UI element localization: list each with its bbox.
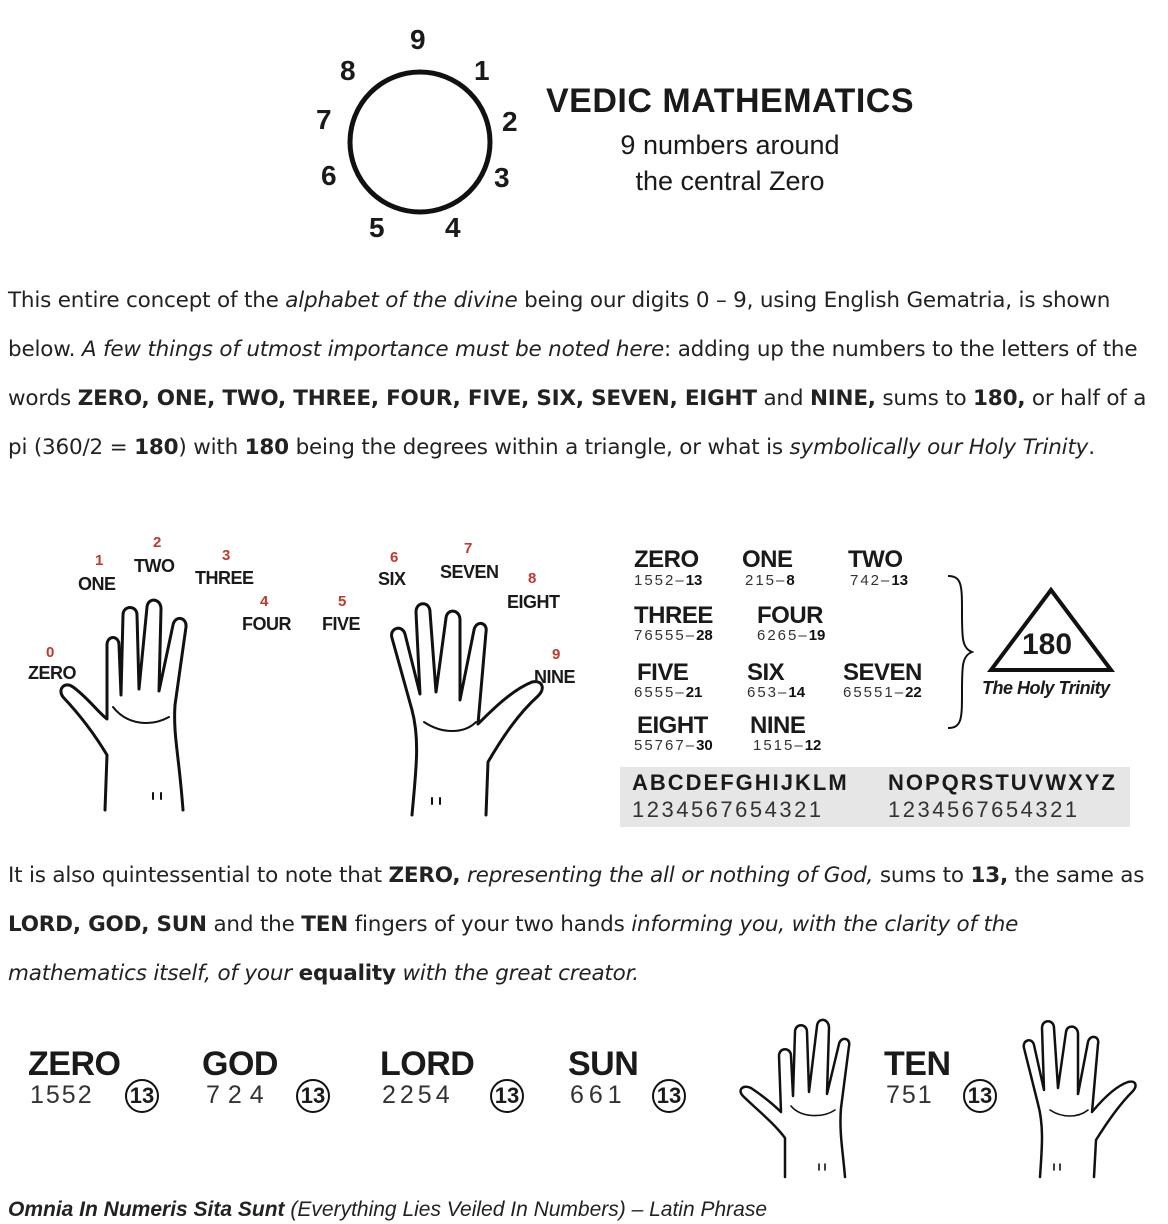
text-bold: LORD, GOD, SUN [8, 912, 207, 937]
sum: 19 [808, 627, 826, 644]
page-title: VEDIC MATHEMATICS [545, 82, 914, 120]
ring-number-4: 4 [445, 212, 461, 243]
bottom-left-hand-icon [735, 1012, 865, 1182]
gematria-word: ONE [742, 546, 793, 573]
text-italic: symbolically our Holy Trinity [789, 435, 1089, 460]
sum: 8 [786, 572, 795, 589]
finger-number-6: 6 [390, 549, 399, 566]
gematria-value: 215–8 [745, 572, 795, 589]
finger-number-9: 9 [552, 646, 561, 663]
digits: 55767 [634, 737, 686, 754]
sum: 30 [696, 737, 713, 754]
bottom-word: ZERO [28, 1045, 121, 1083]
bottom-digits: 1552 [30, 1081, 94, 1109]
sum: 13 [891, 572, 909, 589]
intro-paragraph [8, 276, 1158, 472]
gematria-word: ZERO [634, 546, 699, 573]
subtitle-line-2: the central Zero [635, 166, 825, 196]
text-bold: ZERO, [388, 863, 461, 888]
alphabet-letters-1: ABCDEFGHIJKLM [632, 770, 849, 795]
text-italic: informing you, with the clarity of the mathematics itself, of your [8, 912, 1019, 986]
gematria-word: THREE [634, 602, 713, 629]
gematria-value: 65551–22 [843, 684, 922, 701]
gematria-value: 1552–13 [634, 572, 703, 589]
text [460, 863, 467, 888]
bottom-digits: 2254 [382, 1081, 454, 1109]
text: : adding up the numbers to the letters of the words [8, 337, 1138, 411]
digits: 65551 [843, 684, 895, 701]
latin-translation: (Everything Lies Veiled In Numbers) – Latin Phrase [284, 1198, 768, 1221]
gematria-word: FOUR [757, 602, 823, 629]
subtitle-line-1: 9 numbers around [620, 130, 840, 160]
sum-circle: 13 [296, 1079, 330, 1113]
trinity-value: 180 [1022, 628, 1073, 661]
finger-label-zero: ZERO [28, 663, 77, 683]
text-italic: alphabet of the divine [285, 288, 518, 313]
ring-number-1: 1 [474, 55, 490, 86]
digits: 742 [850, 572, 882, 589]
text-bold: 180, [973, 386, 1026, 411]
digits: 1552 [634, 572, 676, 589]
ring-number-6: 6 [321, 160, 337, 191]
gematria-value: 653–14 [747, 684, 806, 701]
ring-number-5: 5 [369, 212, 385, 243]
gematria-value: 742–13 [850, 572, 909, 589]
title-block [540, 82, 920, 199]
right-hand-icon [372, 590, 552, 820]
text-bold: 13, [970, 863, 1008, 888]
digits: 1515 [753, 737, 795, 754]
finger-label-nine: NINE [534, 667, 576, 687]
finger-number-0: 0 [46, 644, 55, 661]
digits: 6555 [634, 684, 676, 701]
finger-label-five: FIVE [322, 614, 361, 634]
left-hand-icon [55, 585, 230, 815]
text-italic: with the great creator. [395, 961, 639, 986]
gematria-value: 1515–12 [753, 737, 822, 754]
ring-number-2: 2 [502, 106, 518, 137]
bottom-word: SUN [568, 1045, 639, 1083]
sum-circle: 13 [652, 1079, 686, 1113]
alphabet-letters-2: NOPQRSTUVWXYZ [888, 770, 1117, 795]
bottom-word: GOD [202, 1045, 278, 1083]
bottom-word: LORD [380, 1045, 475, 1083]
text: the same as [1007, 863, 1145, 888]
gematria-word: NINE [750, 712, 806, 739]
alphabet-key [620, 767, 1130, 827]
text: ) with [178, 435, 245, 460]
bottom-digits: 751 [886, 1081, 934, 1109]
gematria-value: 6555–21 [634, 684, 703, 701]
gematria-value: 6265–19 [757, 627, 826, 644]
text-italic: A few things of utmost importance must be noted here [81, 337, 665, 362]
gematria-word: SIX [747, 659, 785, 686]
text-bold: ZERO, ONE, TWO, THREE, FOUR, FIVE, SIX, SEVEN, EIGHT [77, 386, 757, 411]
finger-number-8: 8 [528, 570, 537, 587]
sum-circle: 13 [963, 1079, 997, 1113]
finger-number-1: 1 [95, 552, 104, 569]
finger-label-seven: SEVEN [440, 562, 499, 582]
finger-label-one: ONE [78, 574, 116, 594]
bottom-digits: 661 [570, 1081, 627, 1109]
finger-label-three: THREE [195, 568, 254, 588]
trinity-label: The Holy Trinity [982, 678, 1110, 698]
finger-number-7: 7 [464, 540, 473, 557]
text: being the degrees within a triangle, or what is [288, 435, 790, 460]
latin-phrase-bold: Omnia In Numeris Sita Sunt [8, 1198, 285, 1221]
text-bold: TEN [301, 912, 349, 937]
sum: 28 [696, 627, 713, 644]
finger-number-4: 4 [260, 593, 269, 610]
alphabet-values-1: 1234567654321 [632, 797, 824, 822]
text: sums to [875, 386, 974, 411]
latin-phrase [8, 1198, 767, 1222]
text: and the [206, 912, 302, 937]
bottom-digits: 724 [206, 1081, 272, 1109]
gematria-value: 76555–28 [634, 627, 713, 644]
sum-circle: 13 [125, 1079, 159, 1113]
gematria-word: SEVEN [843, 659, 922, 686]
text: sums to [873, 863, 971, 888]
gematria-value: 55767–30 [634, 737, 713, 754]
text-bold: equality [298, 961, 396, 986]
ring-number-8: 8 [340, 55, 356, 86]
digits: 215 [745, 572, 777, 589]
sum: 14 [788, 684, 806, 701]
text: fingers of your two hands [348, 912, 632, 937]
gematria-word: FIVE [637, 659, 689, 686]
gematria-word: EIGHT [637, 712, 708, 739]
alphabet-values-2: 1234567654321 [888, 797, 1080, 822]
finger-label-four: FOUR [242, 614, 291, 634]
finger-number-3: 3 [222, 547, 231, 564]
finger-label-six: SIX [378, 569, 406, 589]
zero-paragraph [8, 851, 1158, 998]
text: and [756, 386, 810, 411]
text: or half of a pi (360/2 = [8, 386, 1147, 460]
text: . [1088, 435, 1095, 460]
sum: 12 [804, 737, 822, 754]
text: This entire concept of the [8, 288, 286, 313]
text-bold: 180 [244, 435, 289, 460]
text-bold: 180 [134, 435, 179, 460]
sum: 13 [685, 572, 703, 589]
bottom-word: TEN [884, 1045, 951, 1083]
subtitle [540, 127, 920, 199]
gematria-word: TWO [848, 546, 903, 573]
text: It is also quintessential to note that [8, 863, 389, 888]
ring-number-7: 7 [316, 104, 332, 135]
digits: 76555 [634, 627, 686, 644]
ring-number-3: 3 [494, 162, 510, 193]
text-italic: representing the all or nothing of God, [466, 863, 874, 888]
digits: 6265 [757, 627, 799, 644]
finger-label-eight: EIGHT [507, 592, 560, 612]
ring-number-9: 9 [410, 24, 426, 55]
sum: 21 [685, 684, 703, 701]
digits: 653 [747, 684, 779, 701]
sum-circle: 13 [490, 1079, 524, 1113]
text: being our digits 0 – 9, using English Gematria, is shown below. [8, 288, 1111, 362]
text-bold: NINE, [809, 386, 876, 411]
sum: 22 [905, 684, 922, 701]
brace-icon [944, 572, 974, 732]
finger-number-2: 2 [153, 534, 162, 551]
finger-label-two: TWO [134, 556, 175, 576]
bottom-right-hand-icon [1010, 1012, 1140, 1182]
finger-number-5: 5 [338, 593, 347, 610]
